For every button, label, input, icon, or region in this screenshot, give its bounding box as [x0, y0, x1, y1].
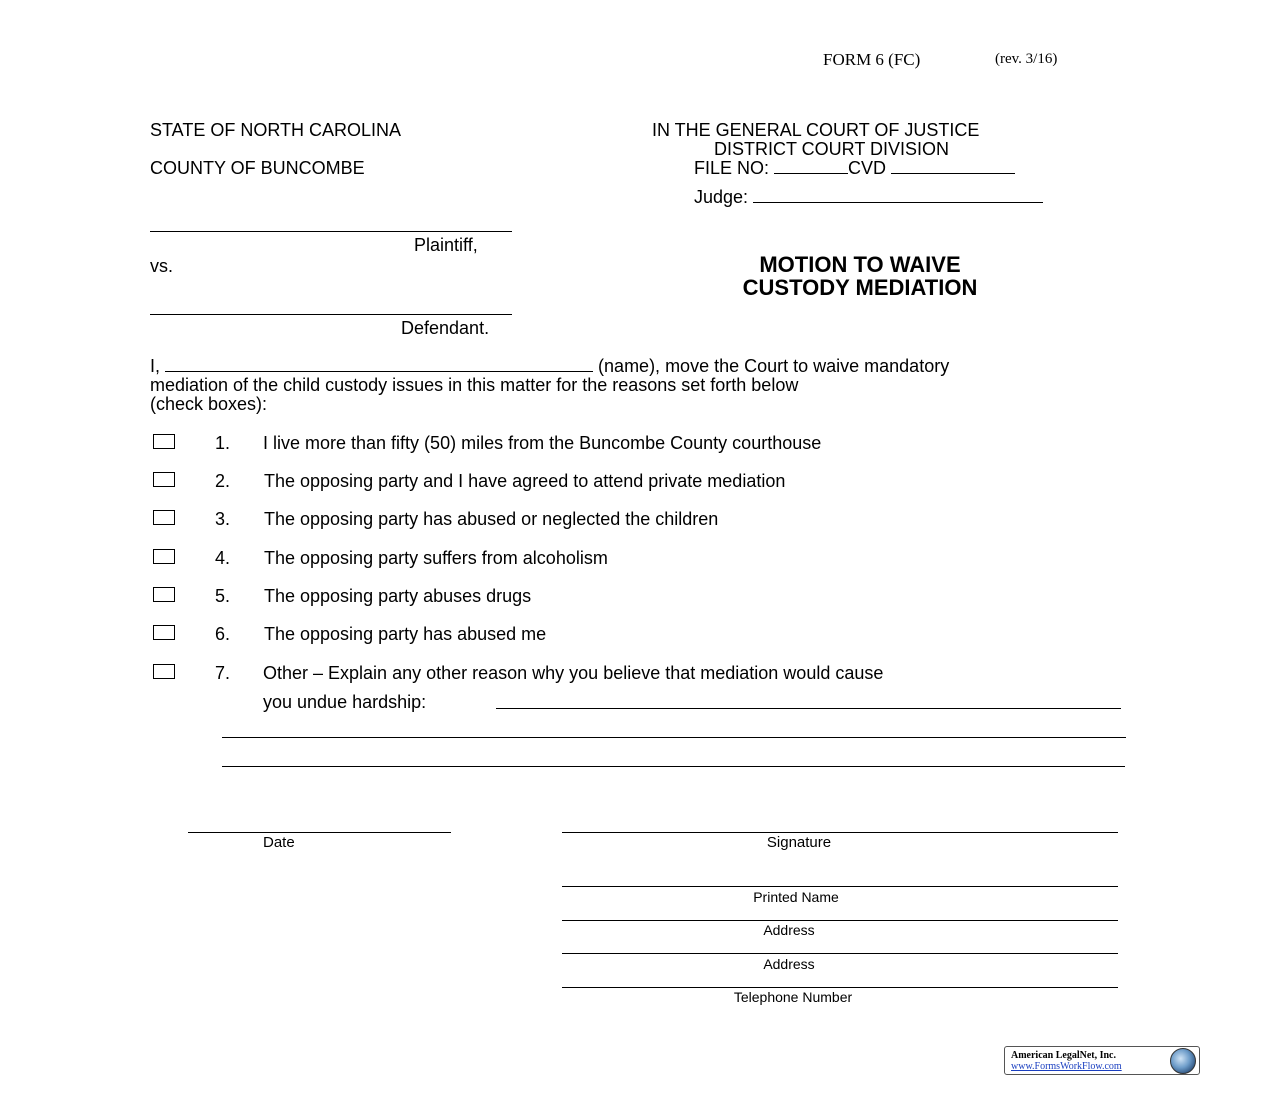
reason-5-text: The opposing party abuses drugs	[264, 586, 532, 606]
hardship-explanation-field-3[interactable]	[222, 766, 1125, 767]
reason-1-checkbox[interactable]	[153, 434, 175, 449]
intro-line3: (check boxes):	[150, 394, 268, 414]
reason-6-number: 6.	[215, 624, 231, 644]
globe-icon	[1170, 1048, 1196, 1074]
printed-name-label: Printed Name	[753, 889, 839, 905]
division-label: DISTRICT COURT DIVISION	[714, 139, 950, 159]
reason-3-number: 3.	[215, 509, 231, 529]
american-legalnet-logo[interactable]	[1004, 1046, 1200, 1075]
intro-line1	[150, 356, 949, 376]
form-revision: (rev. 3/16)	[995, 51, 1058, 67]
address-label-1: Address	[763, 922, 815, 938]
signature-field[interactable]	[562, 832, 1118, 833]
reason-2-text: The opposing party and I have agreed to attend private mediation	[264, 471, 786, 491]
plaintiff-label: Plaintiff,	[414, 235, 478, 255]
plaintiff-name-field[interactable]	[150, 231, 512, 232]
date-field[interactable]	[188, 832, 451, 833]
judge-row	[694, 187, 1043, 207]
reason-2-number: 2.	[215, 471, 231, 491]
reason-4-text: The opposing party suffers from alcoholism	[264, 548, 608, 568]
reason-6-checkbox[interactable]	[153, 625, 175, 640]
reason-5-number: 5.	[215, 586, 231, 606]
hardship-explanation-field-2[interactable]	[222, 737, 1126, 738]
hardship-explanation-field-1[interactable]	[496, 708, 1121, 709]
file-number-field[interactable]	[891, 158, 1015, 174]
reason-6-text: The opposing party has abused me	[264, 624, 547, 644]
date-label: Date	[263, 834, 295, 851]
reason-2-checkbox[interactable]	[153, 472, 175, 487]
reason-7-number: 7.	[215, 663, 231, 683]
defendant-name-field[interactable]	[150, 314, 512, 315]
court-label: IN THE GENERAL COURT OF JUSTICE	[652, 120, 980, 140]
reason-5-checkbox[interactable]	[153, 587, 175, 602]
file-number-prefix-field[interactable]	[774, 158, 848, 174]
reason-1-number: 1.	[215, 433, 231, 453]
form-number: FORM 6 (FC)	[823, 50, 921, 69]
address-field-2[interactable]	[562, 953, 1118, 954]
reason-3-text: The opposing party has abused or neglected the children	[264, 509, 719, 529]
file-number-row	[694, 158, 1015, 178]
reason-3-checkbox[interactable]	[153, 510, 175, 525]
judge-label: Judge:	[694, 187, 749, 207]
county-label: COUNTY OF BUNCOMBE	[150, 158, 365, 178]
printed-name-field[interactable]	[562, 886, 1118, 887]
defendant-label: Defendant.	[401, 318, 490, 338]
intro-prefix: I,	[150, 356, 161, 376]
reason-4-checkbox[interactable]	[153, 549, 175, 564]
cvd-label: CVD	[848, 158, 887, 178]
reason-7-checkbox[interactable]	[153, 664, 175, 679]
logo-url-link[interactable]: www.FormsWorkFlow.com	[1011, 1061, 1122, 1072]
file-number-label: FILE NO:	[694, 158, 770, 178]
reason-1-text: I live more than fifty (50) miles from the Buncombe County courthouse	[263, 433, 822, 453]
telephone-field[interactable]	[562, 987, 1118, 988]
document-title-line1: MOTION TO WAIVE	[759, 252, 961, 277]
versus-label: vs.	[150, 256, 174, 276]
telephone-label: Telephone Number	[733, 989, 853, 1005]
address-field-1[interactable]	[562, 920, 1118, 921]
reason-7-text: Other – Explain any other reason why you believe that mediation would cause	[263, 663, 884, 683]
address-label-2: Address	[763, 956, 815, 972]
signature-label: Signature	[766, 834, 832, 851]
intro-line2: mediation of the child custody issues in this matter for the reasons set forth below	[150, 375, 799, 395]
reason-7-text-continued: you undue hardship:	[263, 692, 427, 712]
reason-4-number: 4.	[215, 548, 231, 568]
document-title-line2: CUSTODY MEDIATION	[742, 275, 978, 300]
intro-after-name: (name), move the Court to waive mandatory	[598, 356, 950, 376]
state-label: STATE OF NORTH CAROLINA	[150, 120, 402, 140]
logo-company-name: American LegalNet, Inc.	[1011, 1050, 1116, 1061]
movant-name-field[interactable]	[165, 356, 593, 372]
judge-field[interactable]	[753, 187, 1043, 203]
